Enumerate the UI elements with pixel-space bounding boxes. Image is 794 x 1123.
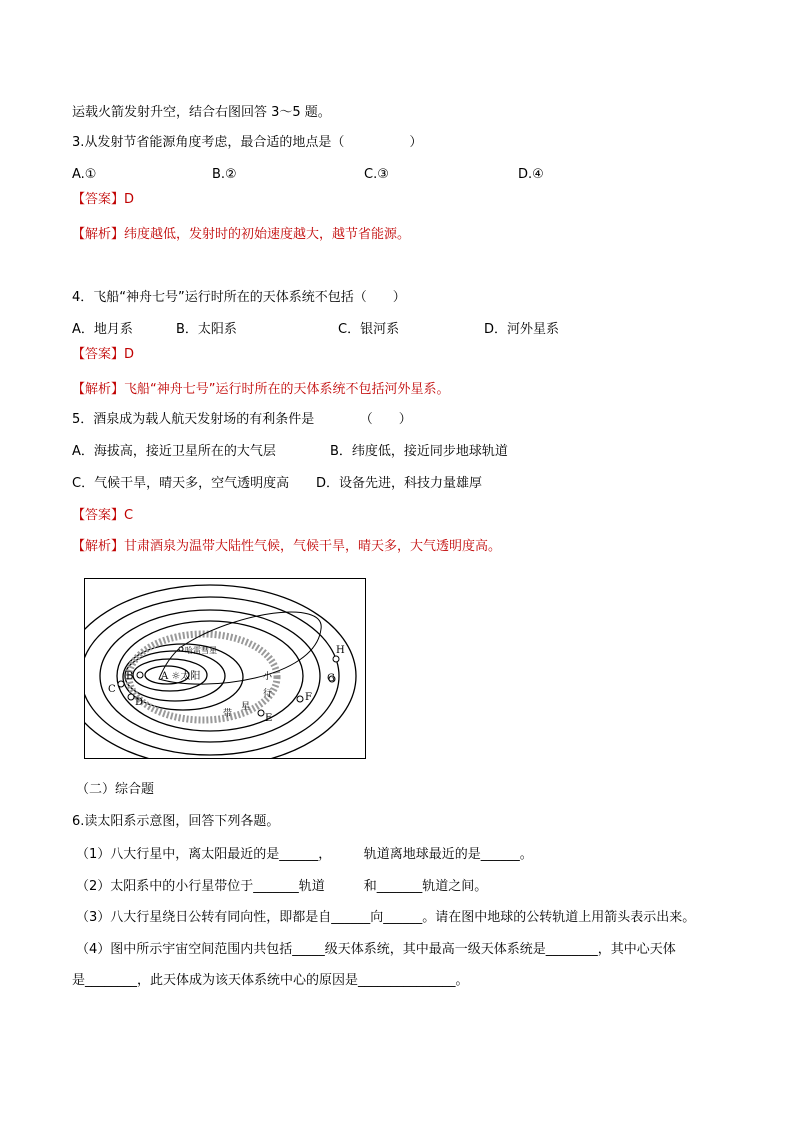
planet-label-b: B [126, 671, 134, 682]
analysis-text: 飞船“神舟七号”运行时所在的天体系统不包括河外星系。 [124, 382, 450, 397]
comet-label: 哈雷彗星 [185, 646, 217, 655]
q5-answer [72, 506, 133, 526]
analysis-text: 甘肃酒泉为温带大陆性气候，气候干旱，晴天多，大气透明度高。 [124, 539, 502, 554]
answer-value: C [124, 508, 134, 523]
answer-value: D [124, 192, 135, 207]
planet-label-h: H [336, 645, 345, 656]
sun-label: A ☼太阳 [161, 671, 201, 682]
analysis-label: 【解析】 [72, 382, 125, 397]
q3-option-c: C.③ [364, 167, 389, 182]
belt-label-3: 星 [241, 702, 251, 712]
analysis-label: 【解析】 [72, 539, 125, 554]
q4-analysis [72, 380, 450, 400]
planet-b [137, 672, 143, 678]
intro-line: 运载火箭发射升空，结合右图回答 3～5 题。 [72, 105, 331, 120]
planet-d [128, 694, 134, 700]
q6-stem: 6.读太阳系示意图，回答下列各题。 [72, 814, 280, 829]
answer-label: 【答案】 [72, 508, 125, 523]
planet-label-g: G [327, 673, 335, 684]
section2-title: （二）综合题 [76, 782, 155, 797]
q4-answer [72, 345, 134, 365]
analysis-text: 纬度越低，发射时的初始速度越大，越节省能源。 [124, 227, 411, 242]
planet-h [333, 656, 339, 662]
belt-label-2: 行 [263, 689, 273, 699]
q4-option-c: C．银河系 [338, 322, 400, 337]
planet-label-d: D [135, 697, 144, 708]
solar-system-svg [85, 579, 365, 758]
planet-label-f: F [305, 692, 312, 703]
answer-value: D [124, 347, 135, 362]
q5-option-b: B．纬度低，接近同步地球轨道 [330, 444, 508, 459]
q3-option-a: A.① [72, 167, 97, 182]
q3-answer [72, 190, 134, 210]
answer-label: 【答案】 [72, 192, 125, 207]
planet-label-c: C [108, 684, 116, 695]
q5-option-a: A．海拔高，接近卫星所在的大气层 [72, 444, 276, 459]
q6-part4: （4）图中所示宇宙空间范围内共包括_____级天体系统，其中最高一级天体系统是________，其中心天体 [76, 942, 676, 957]
q4-option-d: D．河外星系 [484, 322, 560, 337]
planet-label-e: E [265, 713, 273, 724]
q5-option-d: D．设备先进，科技力量雄厚 [316, 476, 483, 491]
q4-option-a: A．地月系 [72, 322, 133, 337]
solar-system-diagram [84, 578, 366, 759]
q5-option-c: C．气候干旱，晴天多，空气透明度高 [72, 476, 290, 491]
q6-part2: （2）太阳系中的小行星带位于_______轨道 和_______轨道之间。 [76, 879, 488, 894]
q3-stem: 3.从发射节省能源角度考虑，最合适的地点是（ ） [72, 135, 423, 150]
belt-label-4: 带 [223, 709, 233, 719]
planet-e [258, 710, 264, 716]
belt-label-1: 小 [263, 672, 273, 682]
q4-stem: 4．飞船“神舟七号”运行时所在的天体系统不包括（ ） [72, 290, 406, 305]
q3-analysis [72, 225, 410, 245]
planet-f [297, 696, 303, 702]
q6-part3: （3）八大行星绕日公转有同向性，即都是自______向______。请在图中地球的公转轨道上用箭头表示出来。 [76, 910, 696, 925]
q3-option-b: B.② [212, 167, 237, 182]
q5-analysis [72, 537, 501, 557]
q6-part1: （1）八大行星中，离太阳最近的是______， 轨道离地球最近的是______。 [76, 847, 533, 862]
answer-label: 【答案】 [72, 347, 125, 362]
analysis-label: 【解析】 [72, 227, 125, 242]
q5-stem: 5．酒泉成为载人航天发射场的有利条件是 （ ） [72, 412, 412, 427]
halley-comet [179, 647, 183, 651]
q4-option-b: B．太阳系 [176, 322, 237, 337]
planet-c [118, 681, 124, 687]
q6-part5: 是________，此天体成为该天体系统中心的原因是_______________。 [72, 973, 469, 988]
q3-option-d: D.④ [518, 167, 544, 182]
